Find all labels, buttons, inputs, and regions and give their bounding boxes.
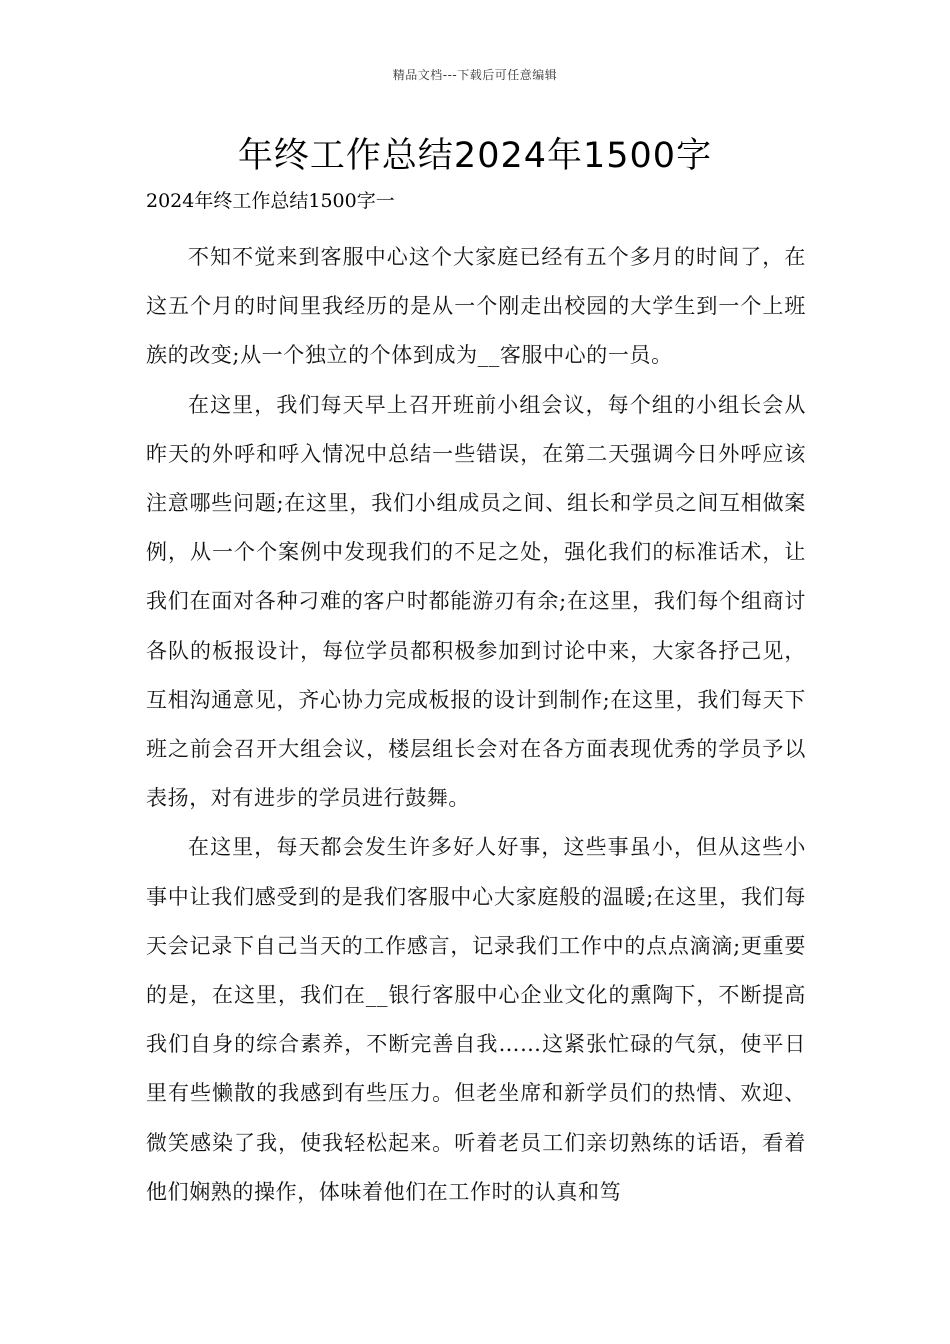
document-title: 年终工作总结2024年1500字	[237, 136, 713, 176]
paragraph-1: 不知不觉来到客服中心这个大家庭已经有五个多月的时间了，在这五个月的时间里我经历的是从一个刚走出校园的大学生到一个上班族的改变;从一个独立的个体到成为__客服中心的一员。	[146, 245, 806, 368]
document-body	[146, 233, 806, 1217]
paragraph-3: 在这里，每天都会发生许多好人好事，这些事虽小，但从这些小事中让我们感受到的是我们客服中心大家庭般的温暖;在这里，我们每天会记录下自己当天的工作感言，记录我们工作中的点点滴滴;更重要的是，在这里，我们在__银行客服中心企业文化的熏陶下，不断提高我们自身的综合素养，不断完善自我……这紧张忙碌的气氛，使平日里有些懒散的我感到有些压力。但老坐席和新学员们的热情、欢迎、微笑感染了我，使我轻松起来。听着老员工们亲切熟练的话语，看着他们娴熟的操作，体味着他们在工作时的认真和笃	[146, 835, 806, 1204]
page-header: 精品文档---下载后可任意编辑	[392, 68, 558, 82]
paragraph-2: 在这里，我们每天早上召开班前小组会议，每个组的小组长会从昨天的外呼和呼入情况中总结一些错误，在第二天强调今日外呼应该注意哪些问题;在这里，我们小组成员之间、组长和学员之间互相做案例，从一个个案例中发现我们的不足之处，强化我们的标准话术，让我们在面对各种刁难的客户时都能游刃有余;在这里，我们每个组商讨各队的板报设计，每位学员都积极参加到讨论中来，大家各抒己见，互相沟通意见，齐心协力完成板报的设计到制作;在这里，我们每天下班之前会召开大组会议，楼层组长会对在各方面表现优秀的学员予以表扬，对有进步的学员进行鼓舞。	[146, 392, 806, 811]
document-subtitle: 2024年终工作总结1500字一	[146, 190, 395, 212]
